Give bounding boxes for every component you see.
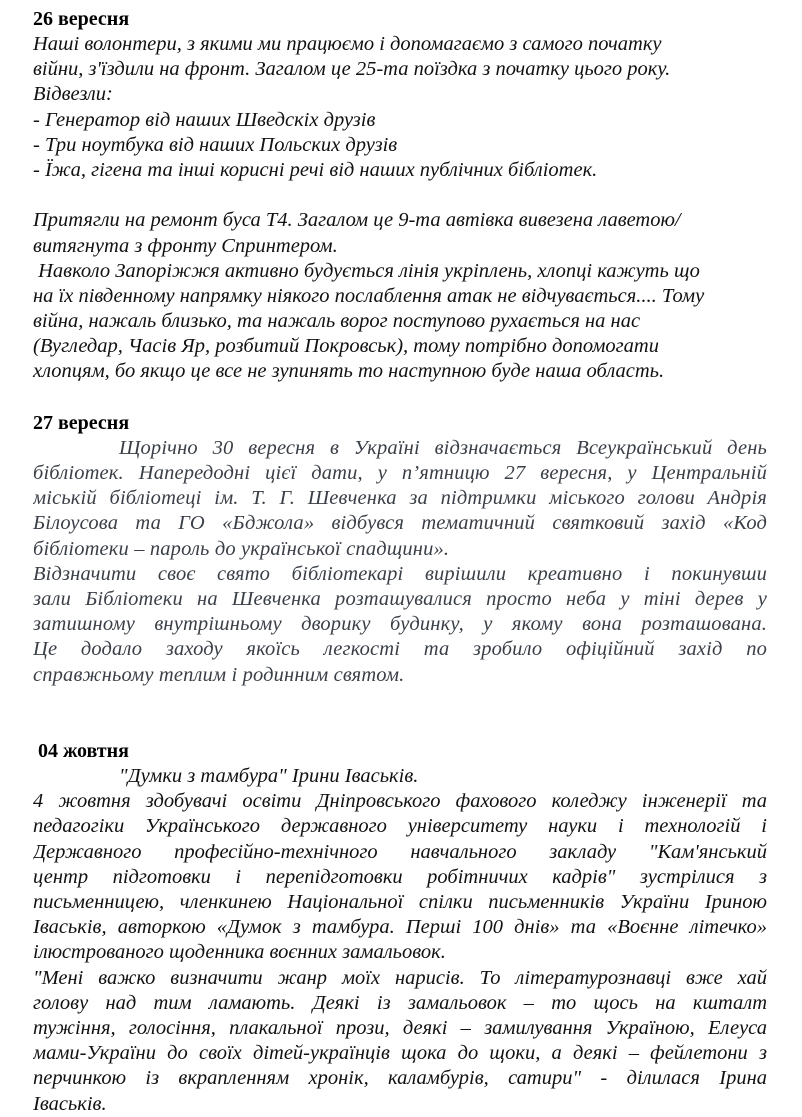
document-page (33, 6, 767, 1117)
paragraph-line: витягнута з фронту Спринтером. (33, 234, 338, 257)
blank-line (33, 183, 767, 208)
quote-line: перчинкою із вкрапленням хронік, каламбурів, сатири" - ділилася Ірина (33, 1067, 767, 1090)
paragraph-line: Відвезли: (33, 83, 113, 106)
paragraph-line: міській бібліотеці ім. Т. Г. Шевченка за підтримки міського голови Андрія (33, 487, 767, 510)
paragraph-line: ілюстрованого щоденника воєнних замальовок. (33, 941, 446, 964)
paragraph-line: Іваськів, авторкою «Думок з тамбура. Перші 100 днів» та «Воєнне літечко» (33, 916, 767, 939)
paragraph-line: Це додало заходу якоїсь легкості та зробило офіційний захід по (33, 638, 767, 661)
blank-line (33, 688, 767, 713)
quote-line: мами-України до своїх дітей-українців щока до щоки, а деякі – фейлетони з (33, 1042, 767, 1065)
paragraph-line: Відзначити своє свято бібліотекарі вирішили креативно і покинувши (33, 562, 767, 585)
entry-26-september (33, 6, 767, 385)
paragraph-line: справжньому теплим і родинним святом. (33, 663, 405, 686)
paragraph-line: письменницею, членкинею Національної спілки письменників України Іриною (33, 891, 767, 913)
paragraph-line: бібліотеки – пароль до української спадщини». (33, 537, 450, 560)
paragraph-line: Білоусова та ГО «Бджола» відбувся тематичний святковий захід «Код (33, 512, 767, 535)
quote-line: тужіння, голосіння, плакальної прози, деякі – замилування Україною, Елеуса (33, 1016, 767, 1039)
entry-04-october (33, 738, 767, 1117)
paragraph-line: Притягли на ремонт буса Т4. Загалом це 9-та автівка вивезена лаветою/ (33, 209, 681, 232)
quote-line: "Мені важко визначити жанр моїх нарисів. То літературознавці вже хай (33, 966, 767, 989)
paragraph-line: війни, з'їздили на фронт. Загалом це 25-та поїздка з початку цього року. (33, 58, 671, 81)
paragraph-line: затишному внутрішньому дворику будинку, у якому вона розташована. (33, 613, 767, 636)
paragraph-line: Щорічно 30 вересня в Україні відзначається Всеукраїнський день (119, 436, 767, 459)
blank-line (33, 713, 767, 738)
blank-line (33, 385, 767, 410)
quote-line: голову над тим ламають. Деякі із замальовок – то щось на кшталт (33, 991, 767, 1014)
entry-date-heading: 04 жовтня (38, 740, 129, 763)
entry-date-heading: 26 вересня (33, 8, 130, 30)
paragraph-line: Державного професійно-технічного навчального закладу "Кам'янський (33, 840, 767, 863)
paragraph-line: хлопцям, бо якщо це все не зупинять то наступною буде наша область. (33, 360, 665, 383)
quote-line: Іваськів. (33, 1092, 107, 1115)
paragraph-line: бібліотек. Напередодні цієї дати, у п’ятницю 27 вересня, у Центральній (33, 462, 767, 484)
paragraph-line: зали Бібліотеки на Шевченка розташувалися просто неба у тіні дерев у (33, 587, 767, 610)
paragraph-line: педагогіки Українського державного університету науки і технологій і (33, 815, 767, 838)
list-item: - Три ноутбука від наших Польских друзів (33, 133, 398, 156)
paragraph-line: центр підготовки і перепідготовки робітничих кадрів" зустрілися з (33, 865, 767, 888)
paragraph-line: 4 жовтня здобувачі освіти Дніпровського фахового коледжу інженерії та (33, 790, 767, 813)
list-item: - Їжа, гігена та інші корисні речі від наших публічних бібліотек. (33, 158, 598, 181)
paragraph-line: Наші волонтери, з якими ми працюємо і допомагаємо з самого початку (33, 33, 662, 55)
entry-date-heading: 27 вересня (33, 411, 130, 434)
paragraph-line: війна, нажаль близько, та нажаль ворог поступово рухається на нас (33, 310, 641, 333)
paragraph-line: Навколо Запоріжжя активно будується лінія укріплень, хлопці кажуть що (33, 259, 700, 282)
entry-27-september (33, 410, 767, 688)
article-title-line: "Думки з тамбура" Ірини Іваськів. (119, 765, 419, 788)
paragraph-line: на їх південному напрямку ніякого послаблення атак не відчувається.... Тому (33, 284, 705, 307)
list-item: - Генератор від наших Шведскіх друзів (33, 108, 376, 131)
paragraph-line: (Вугледар, Часів Яр, розбитий Покровськ), тому потрібно допомогати (33, 335, 659, 358)
